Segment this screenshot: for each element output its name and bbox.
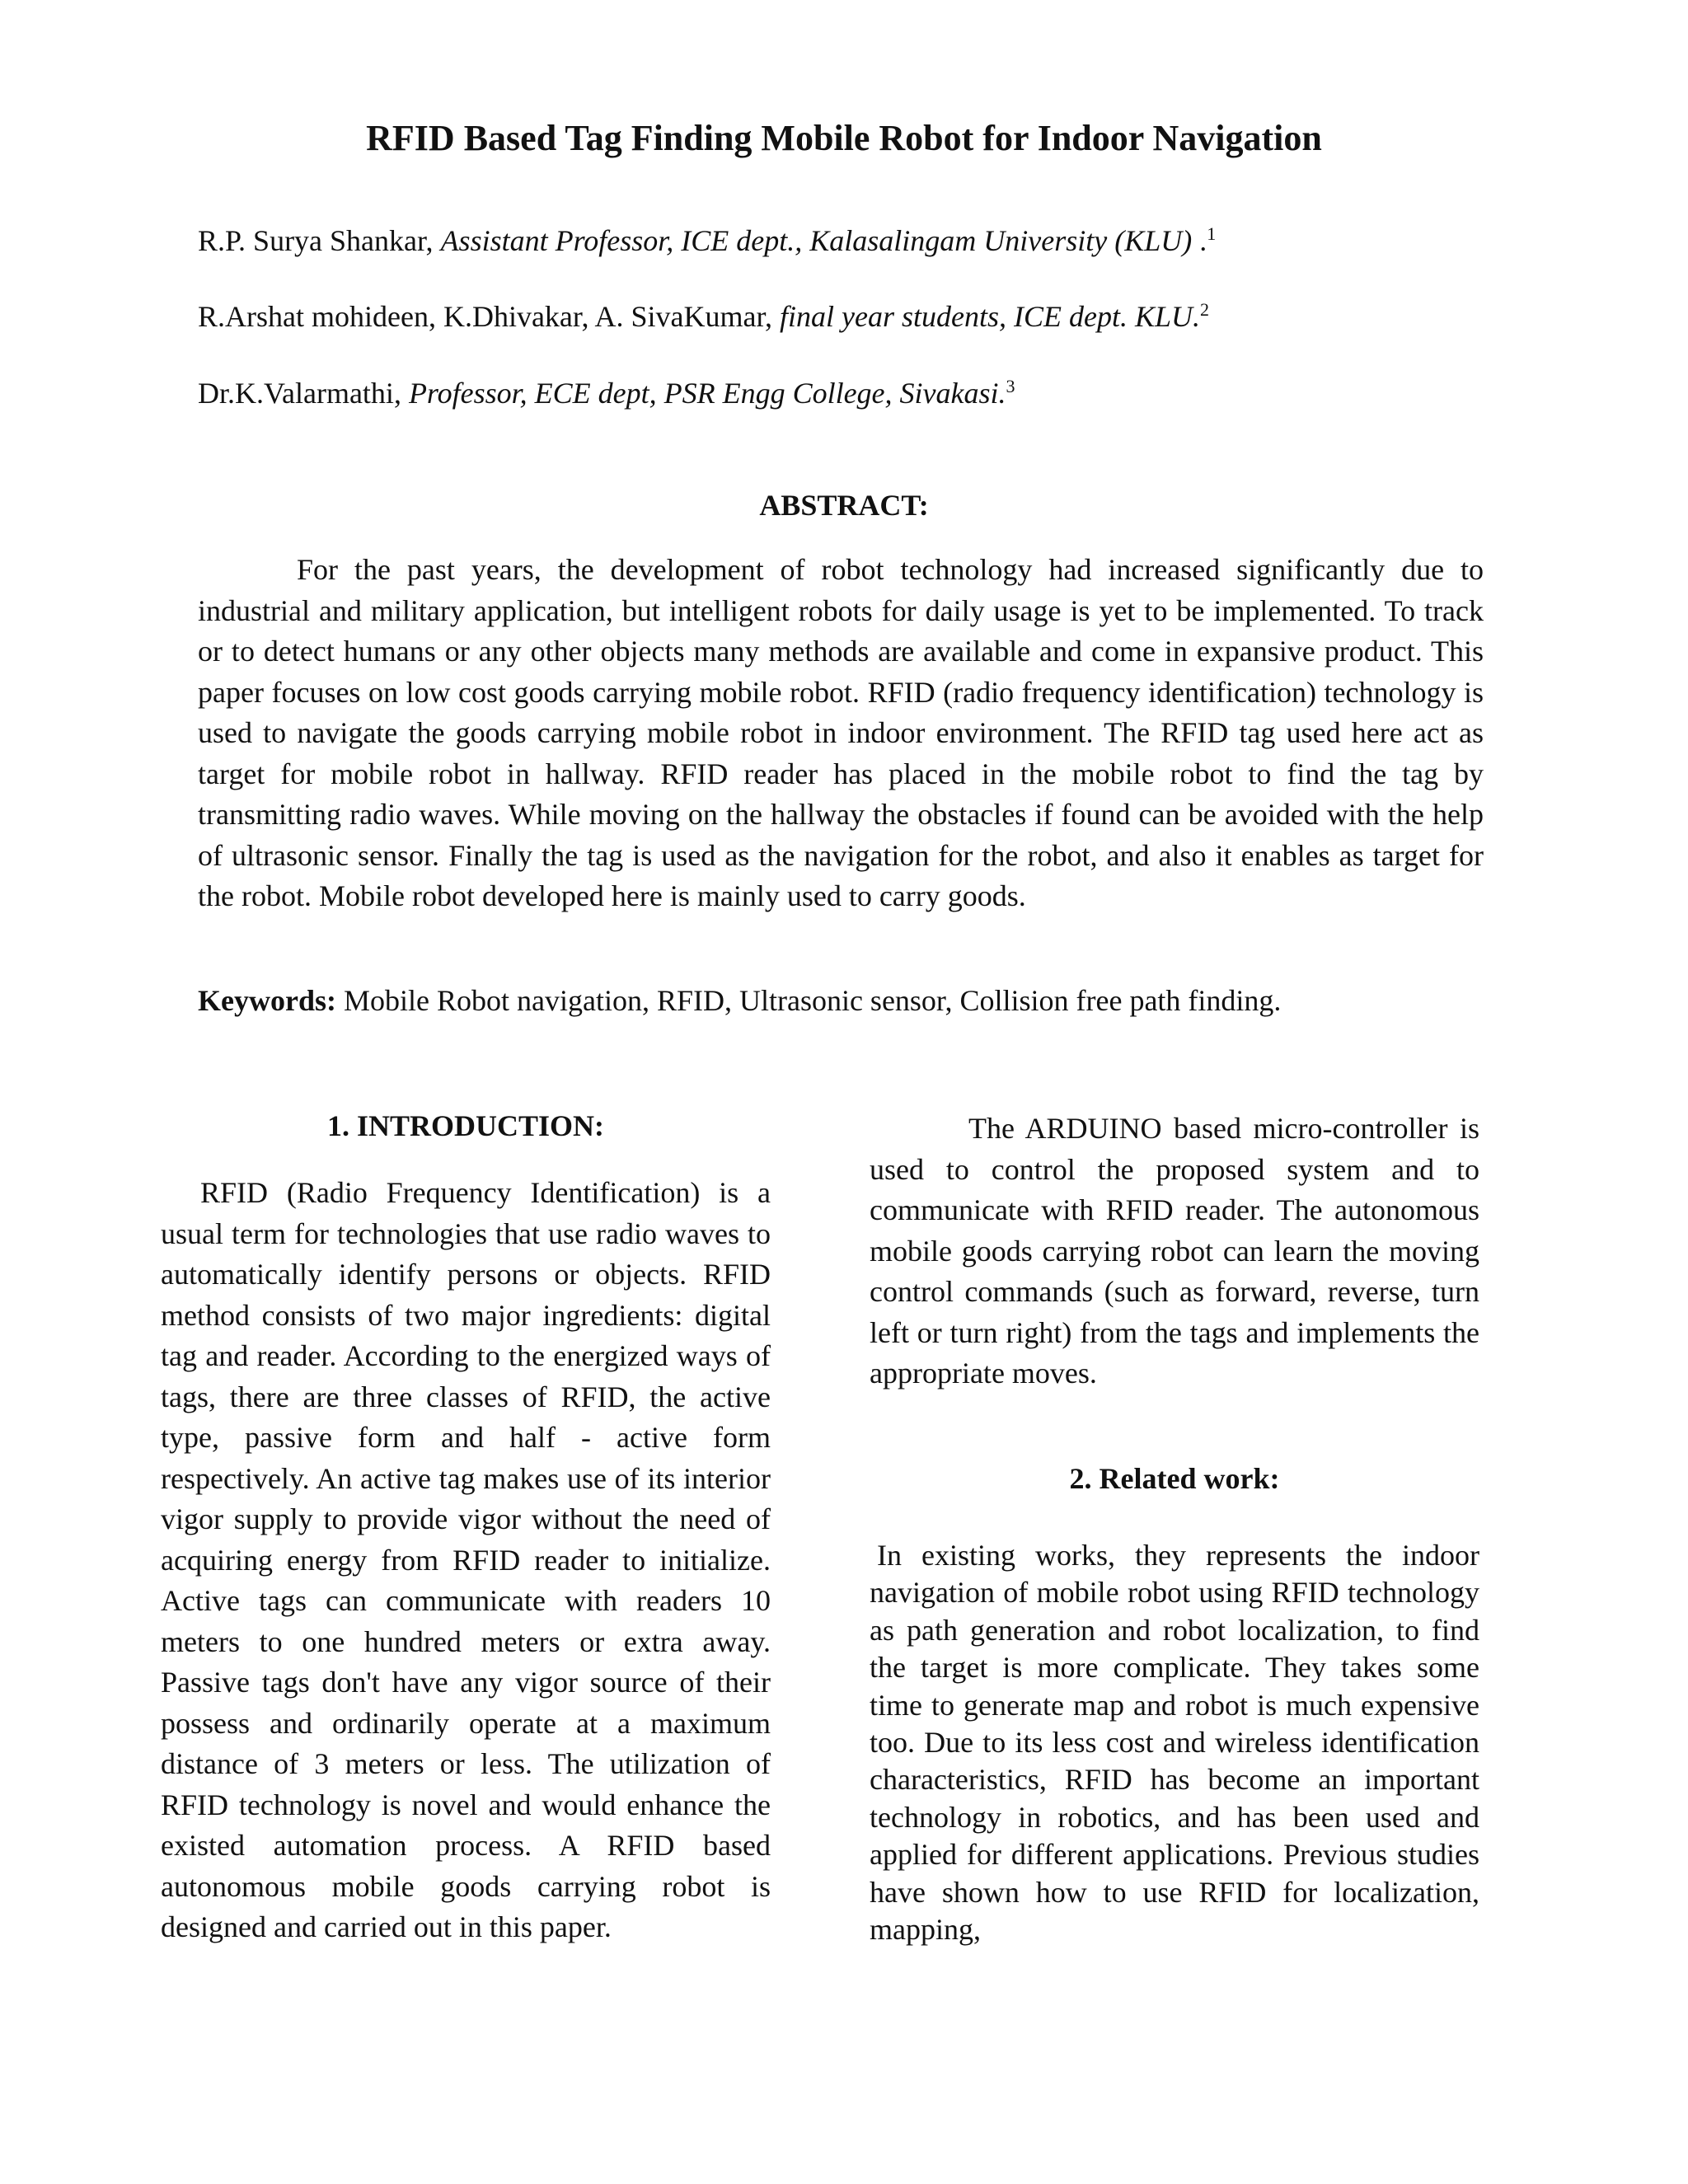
paper-title: RFID Based Tag Finding Mobile Robot for Indoor Navigation [366,118,1322,158]
author-names: R.Arshat mohideen, K.Dhivakar, A. SivaKumar, [198,300,780,333]
author-affiliation: Assistant Professor, ICE dept., Kalasalingam University (KLU) [440,224,1193,257]
author-names: R.P. Surya Shankar, [198,224,441,257]
arduino-paragraph: The ARDUINO based micro-controller is used to control the proposed system and to communicate with RFID reader. The autonomous mobile goods carrying robot can learn the moving control commands (such as forward, reverse, turn left or turn right) from the tags and implements the appropriate moves. [870,1112,1479,1390]
author-footnote-mark: 3 [1006,376,1015,396]
keywords-text: Mobile Robot navigation, RFID, Ultrasonic sensor, Collision free path finding. [335,984,1282,1017]
author-affiliation: Professor, ECE dept, PSR Engg College, Sivakasi. [408,377,1006,410]
abstract-heading: ABSTRACT: [759,489,929,522]
author-footnote-mark: 2 [1199,299,1209,320]
author-affiliation: final year students, ICE dept. KLU. [780,300,1200,333]
related-work-heading: 2. Related work: [1069,1462,1280,1495]
author-suffix: . [1192,224,1207,257]
keywords-label: Keywords: [198,984,336,1017]
keywords-line [198,982,1484,1019]
introduction-heading: 1. INTRODUCTION: [326,1109,605,1142]
abstract-body: For the past years, the development of robot technology had increased significantly due to industrial and military application, but intelligent robots for daily usage is yet to be implemented. To track or to detect humans or any other objects many methods are available and come in expansive product. This paper focuses on low cost goods carrying mobile robot. RFID (radio frequency identification) technology is used to navigate the goods carrying mobile robot in indoor environment. The RFID tag used here act as target for mobile robot in hallway. RFID reader has placed in the mobile robot to find the tag by transmitting radio waves. While moving on the hallway the obstacles if found can be avoided with the help of ultrasonic sensor. Finally the tag is used as the navigation for the robot, and also it enables as target for the robot. Mobile robot developed here is mainly used to carry goods. [198,553,1484,912]
related-work-body: In existing works, they represents the indoor navigation of mobile robot using RFID technology as path generation and robot localization, to find the target is more complicate. They takes some time to generate map and robot is much expensive too. Due to its less cost and wireless identification characteristics, RFID has become an important technology in robotics, and has been used and applied for different applications. Previous studies have shown how to use RFID for localization, mapping, [870,1539,1479,1947]
author-line-3 [198,375,1015,411]
author-line-2 [198,298,1209,335]
introduction-body: RFID (Radio Frequency Identification) is a usual term for technologies that use radio waves to automatically identify persons or objects. RFID method consists of two major ingredients: digital tag and reader. According to the energized ways of tags, there are three classes of RFID, the active type, passive form and half - active form respectively. An active tag makes use of its interior vigor supply to provide vigor without the need of acquiring energy from RFID reader to initialize. Active tags can communicate with readers 10 meters to one hundred meters or extra away. Passive tags don't have any vigor source of their possess and ordinarily operate at a maximum distance of 3 meters or less. The utilization of RFID technology is novel and would enhance the existed automation process. A RFID based autonomous mobile goods carrying robot is designed and carried out in this paper. [161,1176,771,1943]
author-names: Dr.K.Valarmathi, [198,377,409,410]
author-footnote-mark: 1 [1207,223,1217,244]
author-line-1 [198,223,1216,259]
